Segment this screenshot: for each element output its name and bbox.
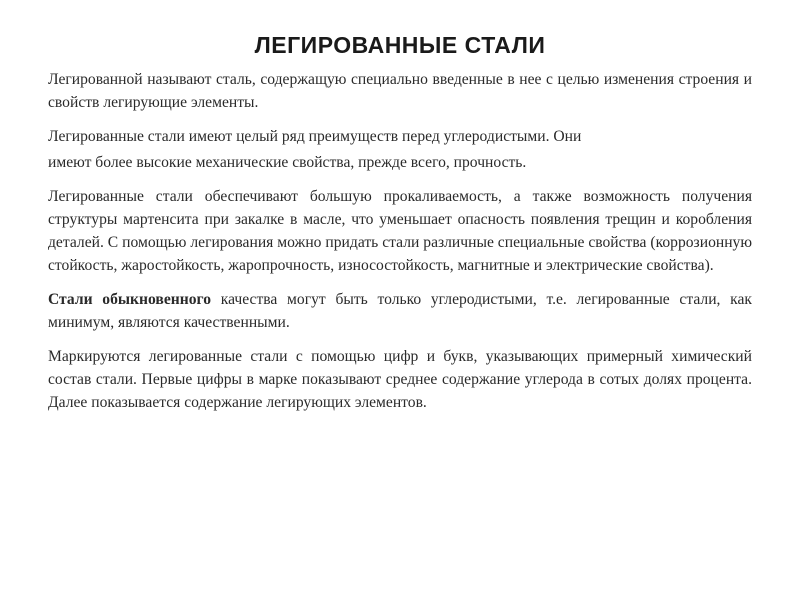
slide-body <box>48 68 752 425</box>
quality-term: Стали обыкновенного <box>48 291 212 308</box>
paragraph-properties: Легированные стали обеспечивают большую прокаливаемость, а также возможность получения структуры мартенсита при закалке в масле, что уменьшает опасность появления трещин и коробления деталей. С помощью легирования можно придать стали различные специальные свойства (коррозионную стойкость, жаростойкость, жаропрочность, износостойкость, магнитные и электрические свойства). <box>48 188 752 274</box>
paragraph-quality <box>48 288 752 334</box>
slide-title: ЛЕГИРОВАННЫЕ СТАЛИ <box>254 32 546 58</box>
paragraph-definition: Легированной называют сталь, содержащую специально введенные в нее с целью изменения строения и свойств легирующие элементы. <box>48 71 752 111</box>
paragraph-advantages-line-2: имеют более высокие механические свойства, прежде всего, прочность. <box>48 154 527 171</box>
paragraph-marking: Маркируются легированные стали с помощью цифр и букв, указывающих примерный химический состав стали. Первые цифры в марке показывают среднее содержание углерода в сотых долях процента. Далее показывается содержание легирующих элементов. <box>48 348 752 411</box>
quality-text: качества могут быть только углеродистыми, т.е. легированные стали, как минимум, являются качественными. <box>48 291 752 331</box>
paragraph-advantages-line-1: Легированные стали имеют целый ряд преимуществ перед углеродистыми. Они <box>48 128 582 145</box>
